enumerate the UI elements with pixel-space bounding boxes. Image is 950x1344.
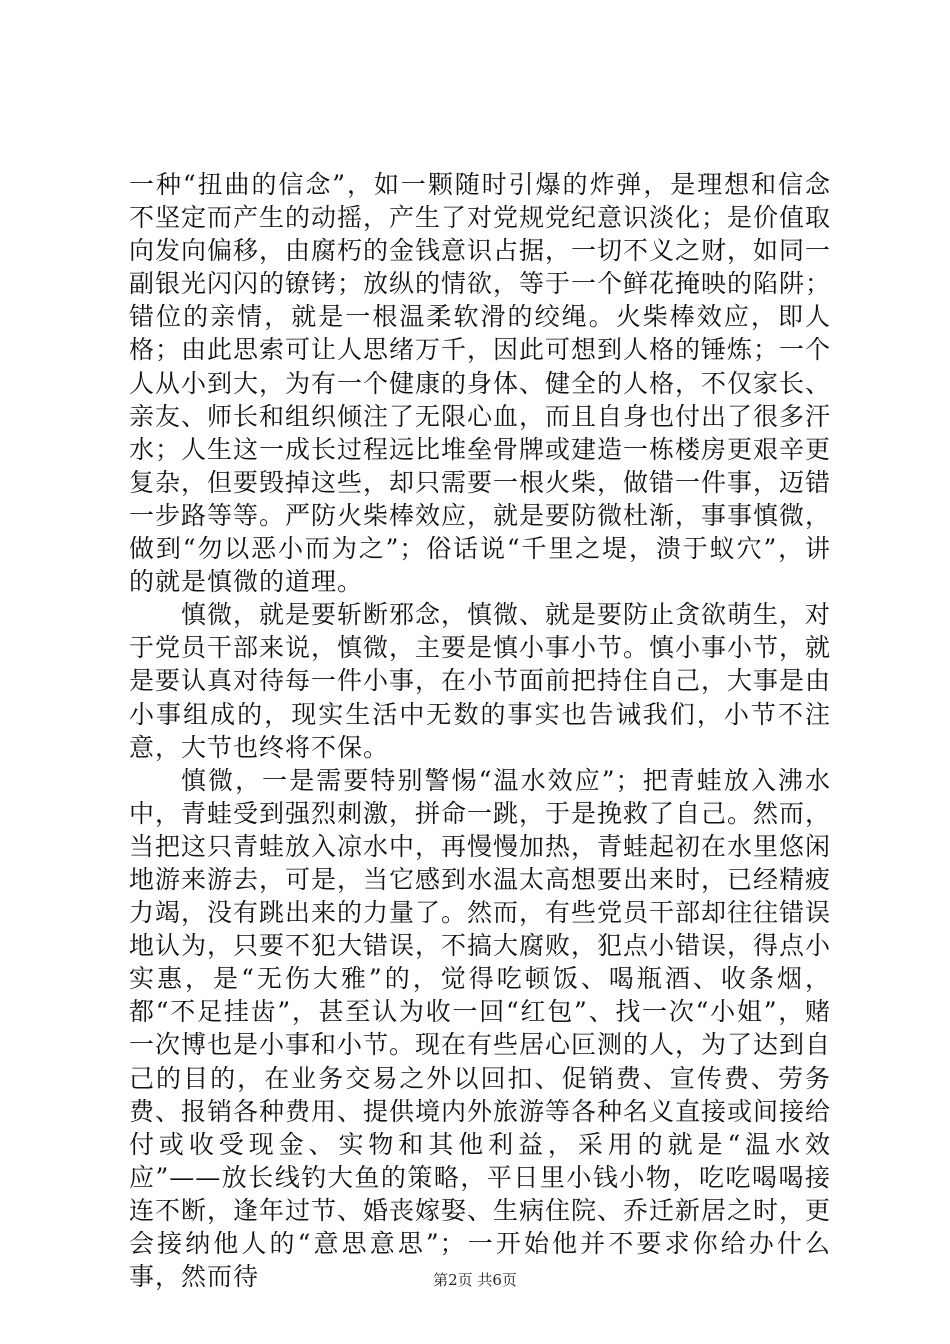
page-footer: 第2页 共6页: [433, 1271, 517, 1289]
document-body: [129, 168, 831, 1293]
paragraph-2: 慎微，就是要斩断邪念，慎微、就是要防止贪欲萌生，对于党员干部来说，慎微，主要是慎小事小节。慎小事小节，就是要认真对待每一件小事，在小节面前把持住自己，大事是由小事组成的，现实生活中无数的事实也告诫我们，小节不注意，大节也终将不保。: [129, 600, 832, 762]
paragraph-3: 慎微，一是需要特别警惕“温水效应”；把青蛙放入沸水中，青蛙受到强烈刺激，拼命一跳，于是挽救了自己。然而，当把这只青蛙放入凉水中，再慢慢加热，青蛙起初在水里悠闲地游来游去，可是，当它感到水温太高想要出来时，已经精疲力竭，没有跳出来的力量了。然而，有些党员干部却往往错误地认为，只要不犯大错误，不搞大腐败，犯点小错误，得点小实惠，是“无伤大雅”的，觉得吃顿饭、喝瓶酒、收条烟，都“不足挂齿”，甚至认为收一回“红包”、找一次“小姐”，赌一次博也是小事和小节。现在有些居心叵测的人，为了达到自己的目的，在业务交易之外以回扣、促销费、宣传费、劳务费、报销各种费用、提供境内外旅游等各种名义直接或间接给付或收受现金、实物和其他利益，采用的就是“温水效应”——放长线钓大鱼的策略，平日里小钱小物，吃吃喝喝接连不断，逢年过节、婚丧嫁娶、生病住院、乔迁新居之时，更会接纳他人的“意思意思”；一开始他并不要求你给办什么事，然而待: [129, 765, 832, 1292]
paragraph-1: 一种“扭曲的信念”，如一颗随时引爆的炸弹，是理想和信念不坚定而产生的动摇，产生了对党规党纪意识淡化；是价值取向发向偏移，由腐朽的金钱意识占据，一切不义之财，如同一副银光闪闪的镣铐；放纵的情欲，等于一个鲜花掩映的陷阱；错位的亲情，就是一根温柔软滑的绞绳。火柴棒效应，即人格；由此思索可让人思绪万千，因此可想到人格的锤炼；一个人从小到大，为有一个健康的身体、健全的人格，不仅家长、亲友、师长和组织倾注了无限心血，而且自身也付出了很多汗水；人生这一成长过程远比堆垒骨牌或建造一栋楼房更艰辛更复杂，但要毁掉这些，却只需要一根火柴，做错一件事，迈错一步路等等。严防火柴棒效应，就是要防微杜渐，事事慎微，做到“勿以恶小而为之”；俗话说“千里之堤，溃于蚁穴”，讲的就是慎微的道理。: [129, 170, 832, 597]
